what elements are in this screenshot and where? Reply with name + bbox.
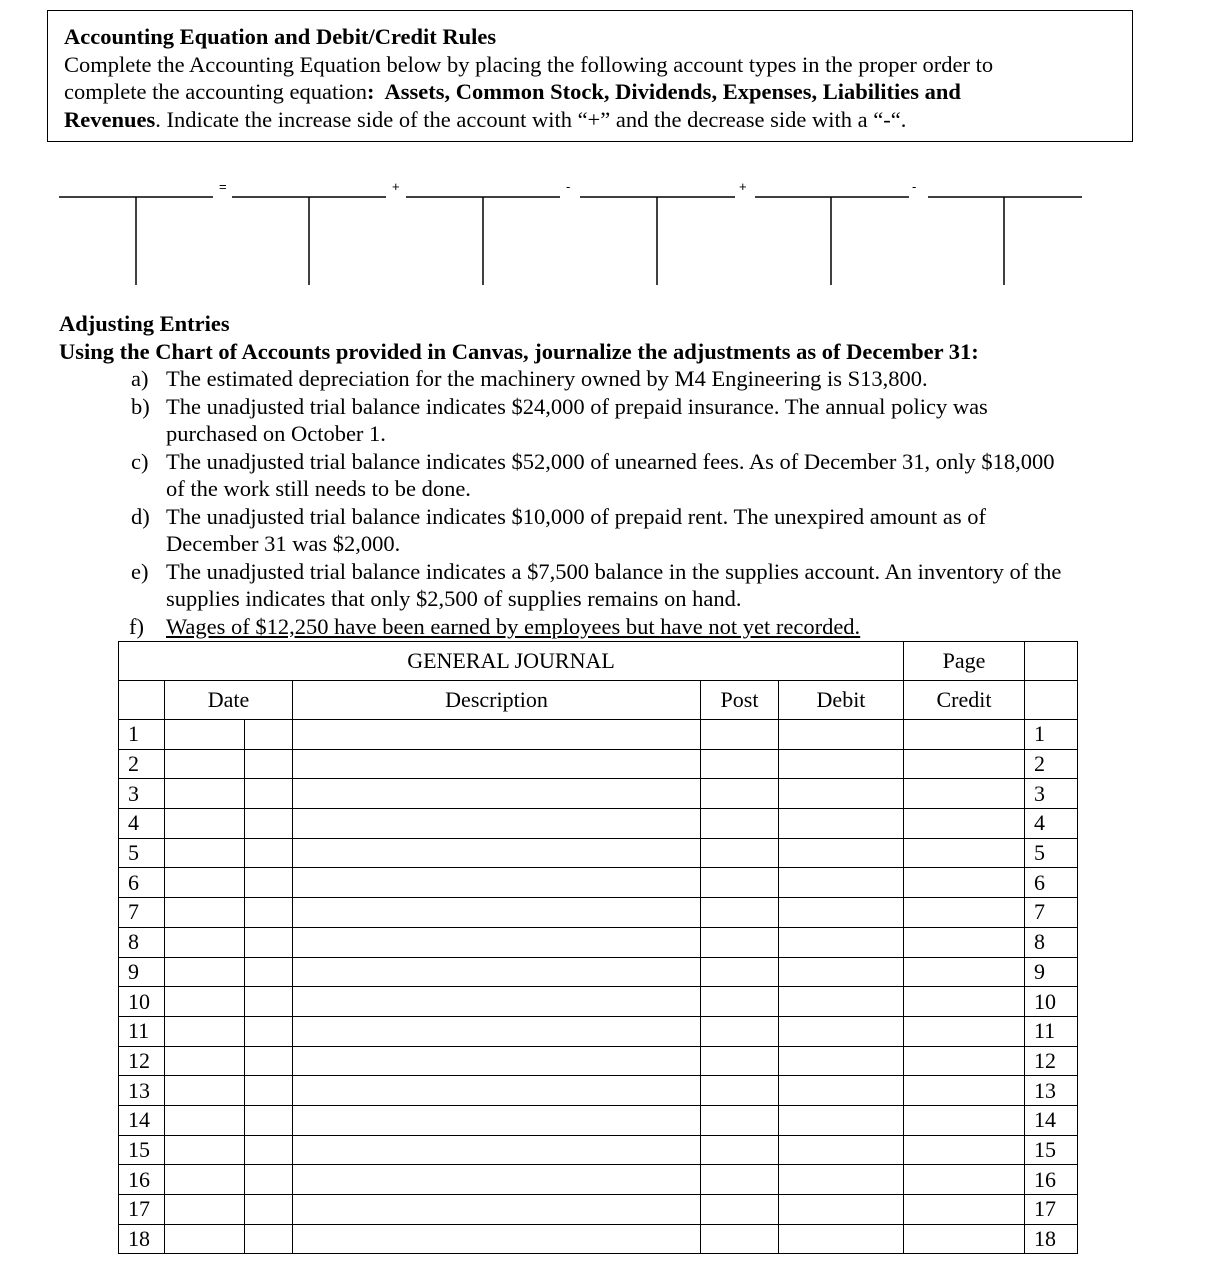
post-ref-cell[interactable] xyxy=(701,1016,779,1046)
date-day-cell[interactable] xyxy=(245,927,293,957)
accounting-equation-t-accounts xyxy=(0,0,1206,300)
adjustment-item-e xyxy=(59,558,1159,613)
debit-cell[interactable] xyxy=(779,1046,904,1076)
date-month-cell[interactable] xyxy=(165,720,245,750)
description-cell[interactable] xyxy=(293,809,701,839)
post-ref-cell[interactable] xyxy=(701,1076,779,1106)
description-cell[interactable] xyxy=(293,1135,701,1165)
debit-cell[interactable] xyxy=(779,1105,904,1135)
date-month-cell[interactable] xyxy=(165,1135,245,1165)
description-cell[interactable] xyxy=(293,1195,701,1225)
general-journal-table xyxy=(118,641,1078,1254)
credit-cell[interactable] xyxy=(904,927,1025,957)
item-text: December 31 was $2,000. xyxy=(166,531,401,556)
table-row xyxy=(119,1165,1078,1195)
description-cell[interactable] xyxy=(293,987,701,1017)
plus-sign-2: + xyxy=(739,179,747,194)
date-month-cell[interactable] xyxy=(165,927,245,957)
header-number-cell-right xyxy=(1025,681,1078,720)
adjustment-item-b xyxy=(59,393,1159,448)
credit-cell[interactable] xyxy=(904,779,1025,809)
table-row xyxy=(119,957,1078,987)
credit-cell[interactable] xyxy=(904,1076,1025,1106)
row-number-right: 10 xyxy=(1025,987,1078,1017)
table-row xyxy=(119,927,1078,957)
table-row xyxy=(119,1016,1078,1046)
debit-cell[interactable] xyxy=(779,1195,904,1225)
adjustment-item-f xyxy=(59,613,1159,641)
description-cell[interactable] xyxy=(293,1224,701,1254)
post-ref-cell[interactable] xyxy=(701,1046,779,1076)
row-number-right: 16 xyxy=(1025,1165,1078,1195)
debit-cell[interactable] xyxy=(779,749,904,779)
post-ref-cell[interactable] xyxy=(701,1195,779,1225)
credit-cell[interactable] xyxy=(904,1165,1025,1195)
row-number: 11 xyxy=(119,1016,165,1046)
page-label: Page xyxy=(904,642,1025,681)
row-number: 17 xyxy=(119,1195,165,1225)
minus-sign-1: - xyxy=(566,179,571,194)
journal-header-row xyxy=(119,681,1078,720)
description-cell[interactable] xyxy=(293,749,701,779)
row-number: 10 xyxy=(119,987,165,1017)
date-day-cell[interactable] xyxy=(245,868,293,898)
row-number: 14 xyxy=(119,1105,165,1135)
post-ref-cell[interactable] xyxy=(701,868,779,898)
post-ref-cell[interactable] xyxy=(701,1105,779,1135)
row-number-right: 13 xyxy=(1025,1076,1078,1106)
date-month-cell[interactable] xyxy=(165,1165,245,1195)
date-day-cell[interactable] xyxy=(245,838,293,868)
description-cell[interactable] xyxy=(293,1076,701,1106)
description-cell[interactable] xyxy=(293,1046,701,1076)
credit-cell[interactable] xyxy=(904,1224,1025,1254)
date-month-cell[interactable] xyxy=(165,1195,245,1225)
post-ref-cell[interactable] xyxy=(701,1135,779,1165)
table-row xyxy=(119,1076,1078,1106)
adjustment-item-d xyxy=(59,503,1159,558)
row-number-right: 9 xyxy=(1025,957,1078,987)
row-number: 9 xyxy=(119,957,165,987)
item-text: The unadjusted trial balance indicates $24,000 of prepaid insurance. The annual policy was xyxy=(166,393,988,419)
table-row xyxy=(119,868,1078,898)
instructions-line-1: Complete the Accounting Equation below by placing the following account types in the proper order to xyxy=(64,51,994,77)
table-row xyxy=(119,987,1078,1017)
credit-cell[interactable] xyxy=(904,809,1025,839)
date-day-cell[interactable] xyxy=(245,1135,293,1165)
description-cell[interactable] xyxy=(293,898,701,928)
item-text: purchased on October 1. xyxy=(166,421,386,446)
date-month-cell[interactable] xyxy=(165,987,245,1017)
item-label: a) xyxy=(131,366,149,391)
row-number-right: 3 xyxy=(1025,779,1078,809)
description-cell[interactable] xyxy=(293,957,701,987)
journal-title: GENERAL JOURNAL xyxy=(119,642,904,681)
journal-title-row xyxy=(119,642,1078,681)
description-cell[interactable] xyxy=(293,1016,701,1046)
row-number: 4 xyxy=(119,809,165,839)
header-number-cell xyxy=(119,681,165,720)
debit-cell[interactable] xyxy=(779,898,904,928)
credit-cell[interactable] xyxy=(904,1195,1025,1225)
credit-cell[interactable] xyxy=(904,720,1025,750)
date-day-cell[interactable] xyxy=(245,957,293,987)
adjusting-subheading: Using the Chart of Accounts provided in Canvas, journalize the adjustments as of December 31: xyxy=(59,338,979,364)
date-day-cell[interactable] xyxy=(245,1076,293,1106)
debit-cell[interactable] xyxy=(779,779,904,809)
item-text: The estimated depreciation for the machinery owned by M4 Engineering is S13,800. xyxy=(166,366,928,391)
debit-cell[interactable] xyxy=(779,1135,904,1165)
post-ref-cell[interactable] xyxy=(701,898,779,928)
instructions-line-2: complete the accounting equation: Assets, Common Stock, Dividends, Expenses, Liabilities and xyxy=(64,79,961,104)
date-month-cell[interactable] xyxy=(165,898,245,928)
date-day-cell[interactable] xyxy=(245,1224,293,1254)
adjusting-heading: Adjusting Entries xyxy=(59,311,230,336)
adjustment-list xyxy=(59,365,1159,640)
credit-cell[interactable] xyxy=(904,749,1025,779)
minus-sign-2: - xyxy=(912,179,917,194)
debit-cell[interactable] xyxy=(779,1016,904,1046)
date-day-cell[interactable] xyxy=(245,779,293,809)
table-row xyxy=(119,1105,1078,1135)
header-debit: Debit xyxy=(779,681,904,720)
post-ref-cell[interactable] xyxy=(701,927,779,957)
instructions-title: Accounting Equation and Debit/Credit Rules xyxy=(64,24,497,49)
post-ref-cell[interactable] xyxy=(701,987,779,1017)
row-number-right: 15 xyxy=(1025,1135,1078,1165)
header-post: Post xyxy=(701,681,779,720)
table-row xyxy=(119,898,1078,928)
date-month-cell[interactable] xyxy=(165,809,245,839)
row-number-right: 6 xyxy=(1025,868,1078,898)
item-text: The unadjusted trial balance indicates $10,000 of prepaid rent. The unexpired amount as of xyxy=(166,503,986,529)
description-cell[interactable] xyxy=(293,838,701,868)
item-label: f) xyxy=(129,613,144,639)
credit-cell[interactable] xyxy=(904,1046,1025,1076)
description-cell[interactable] xyxy=(293,927,701,957)
date-day-cell[interactable] xyxy=(245,1165,293,1195)
credit-cell[interactable] xyxy=(904,838,1025,868)
post-ref-cell[interactable] xyxy=(701,809,779,839)
item-text: The unadjusted trial balance indicates a $7,500 balance in the supplies account. An inventory of the xyxy=(166,558,1062,584)
date-month-cell[interactable] xyxy=(165,1224,245,1254)
row-number-right: 12 xyxy=(1025,1046,1078,1076)
row-number: 15 xyxy=(119,1135,165,1165)
post-ref-cell[interactable] xyxy=(701,720,779,750)
post-ref-cell[interactable] xyxy=(701,838,779,868)
post-ref-cell[interactable] xyxy=(701,957,779,987)
debit-cell[interactable] xyxy=(779,720,904,750)
row-number: 1 xyxy=(119,720,165,750)
adjustment-item-c xyxy=(59,448,1159,503)
item-label: d) xyxy=(131,503,150,529)
debit-cell[interactable] xyxy=(779,868,904,898)
plus-sign-1: + xyxy=(392,179,400,194)
table-row xyxy=(119,1046,1078,1076)
date-day-cell[interactable] xyxy=(245,809,293,839)
item-label: b) xyxy=(131,393,150,419)
item-label: e) xyxy=(131,558,149,584)
table-row xyxy=(119,720,1078,750)
row-number-right: 18 xyxy=(1025,1224,1078,1254)
description-cell[interactable] xyxy=(293,1105,701,1135)
row-number: 12 xyxy=(119,1046,165,1076)
row-number: 2 xyxy=(119,749,165,779)
row-number: 16 xyxy=(119,1165,165,1195)
item-label: c) xyxy=(131,448,149,474)
table-row xyxy=(119,809,1078,839)
date-day-cell[interactable] xyxy=(245,987,293,1017)
date-month-cell[interactable] xyxy=(165,749,245,779)
date-day-cell[interactable] xyxy=(245,749,293,779)
post-ref-cell[interactable] xyxy=(701,749,779,779)
debit-cell[interactable] xyxy=(779,957,904,987)
debit-cell[interactable] xyxy=(779,1224,904,1254)
description-cell[interactable] xyxy=(293,1165,701,1195)
date-day-cell[interactable] xyxy=(245,1105,293,1135)
credit-cell[interactable] xyxy=(904,1135,1025,1165)
item-text: supplies indicates that only $2,500 of supplies remains on hand. xyxy=(166,586,742,611)
date-day-cell[interactable] xyxy=(245,1016,293,1046)
row-number: 6 xyxy=(119,868,165,898)
row-number-right: 2 xyxy=(1025,749,1078,779)
date-month-cell[interactable] xyxy=(165,838,245,868)
item-text: The unadjusted trial balance indicates $52,000 of unearned fees. As of December 31, only $18,000 xyxy=(166,448,1055,474)
table-row xyxy=(119,838,1078,868)
credit-cell[interactable] xyxy=(904,987,1025,1017)
date-month-cell[interactable] xyxy=(165,1046,245,1076)
table-row xyxy=(119,779,1078,809)
row-number: 7 xyxy=(119,898,165,928)
date-day-cell[interactable] xyxy=(245,1046,293,1076)
table-row xyxy=(119,749,1078,779)
row-number-right: 5 xyxy=(1025,838,1078,868)
page-number-cell[interactable] xyxy=(1025,642,1078,681)
table-row xyxy=(119,1195,1078,1225)
date-day-cell[interactable] xyxy=(245,720,293,750)
debit-cell[interactable] xyxy=(779,838,904,868)
equals-sign: = xyxy=(219,179,227,194)
date-day-cell[interactable] xyxy=(245,898,293,928)
row-number: 18 xyxy=(119,1224,165,1254)
post-ref-cell[interactable] xyxy=(701,1165,779,1195)
date-month-cell[interactable] xyxy=(165,1076,245,1106)
credit-cell[interactable] xyxy=(904,1105,1025,1135)
post-ref-cell[interactable] xyxy=(701,1224,779,1254)
row-number: 3 xyxy=(119,779,165,809)
date-day-cell[interactable] xyxy=(245,1195,293,1225)
debit-cell[interactable] xyxy=(779,1165,904,1195)
credit-cell[interactable] xyxy=(904,957,1025,987)
debit-cell[interactable] xyxy=(779,1076,904,1106)
adjusting-entries-section xyxy=(59,310,1159,640)
table-row xyxy=(119,1224,1078,1254)
adjustment-item-a xyxy=(59,365,1159,393)
table-row xyxy=(119,1135,1078,1165)
row-number: 13 xyxy=(119,1076,165,1106)
date-month-cell[interactable] xyxy=(165,957,245,987)
credit-cell[interactable] xyxy=(904,1016,1025,1046)
item-text: Wages of $12,250 have been earned by employees but have not yet recorded. xyxy=(166,613,861,639)
item-text: of the work still needs to be done. xyxy=(166,476,471,501)
row-number-right: 8 xyxy=(1025,927,1078,957)
row-number-right: 14 xyxy=(1025,1105,1078,1135)
row-number: 5 xyxy=(119,838,165,868)
date-month-cell[interactable] xyxy=(165,868,245,898)
journal-rows xyxy=(119,720,1078,1254)
date-month-cell[interactable] xyxy=(165,1105,245,1135)
credit-cell[interactable] xyxy=(904,868,1025,898)
date-month-cell[interactable] xyxy=(165,1016,245,1046)
description-cell[interactable] xyxy=(293,779,701,809)
date-month-cell[interactable] xyxy=(165,779,245,809)
description-cell[interactable] xyxy=(293,720,701,750)
row-number-right: 7 xyxy=(1025,898,1078,928)
row-number-right: 1 xyxy=(1025,720,1078,750)
row-number-right: 17 xyxy=(1025,1195,1078,1225)
debit-cell[interactable] xyxy=(779,927,904,957)
debit-cell[interactable] xyxy=(779,809,904,839)
description-cell[interactable] xyxy=(293,868,701,898)
row-number-right: 4 xyxy=(1025,809,1078,839)
credit-cell[interactable] xyxy=(904,898,1025,928)
row-number: 8 xyxy=(119,927,165,957)
header-credit: Credit xyxy=(904,681,1025,720)
row-number-right: 11 xyxy=(1025,1016,1078,1046)
post-ref-cell[interactable] xyxy=(701,779,779,809)
header-description: Description xyxy=(293,681,701,720)
instructions-line-3: Revenues. Indicate the increase side of the account with “+” and the decrease side with a “-“. xyxy=(64,106,907,132)
debit-cell[interactable] xyxy=(779,987,904,1017)
header-date: Date xyxy=(165,681,293,720)
